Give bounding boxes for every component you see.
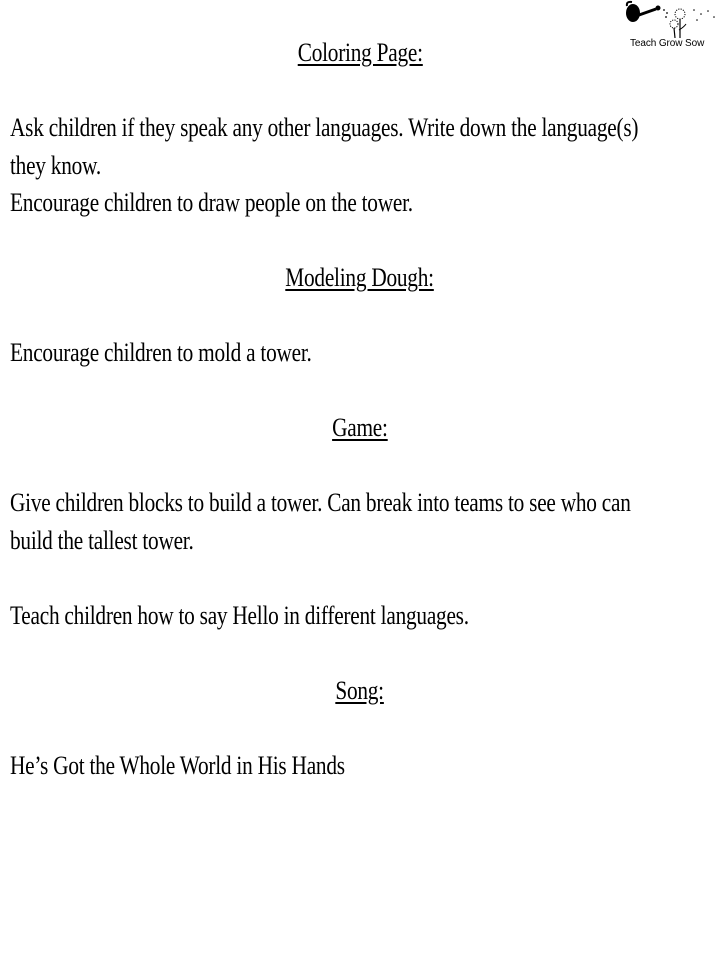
game-text-line-2: build the tallest tower. [10, 525, 194, 555]
activity-content [10, 34, 710, 784]
game-text-line-1: Give children blocks to build a tower. Can break into teams to see who can [10, 488, 631, 517]
game-text-line-3: Teach children how to say Hello in different languages. [10, 600, 469, 630]
song-text-line-1: He’s Got the Whole World in His Hands [10, 750, 345, 780]
heading-modeling-dough: Modeling Dough: [285, 263, 435, 292]
dough-text-line-1: Encourage children to mold a tower. [10, 338, 312, 367]
coloring-text-line-1: Ask children if they speak any other languages. Write down the language(s) [10, 113, 639, 142]
heading-coloring-page: Coloring Page: [297, 38, 423, 67]
heading-game: Game: [332, 413, 388, 442]
logo-text: Teach Grow Sow [630, 38, 705, 49]
heading-song: Song: [335, 675, 385, 705]
coloring-text-line-3: Encourage children to draw people on the tower. [10, 188, 413, 217]
coloring-text-line-2: they know. [10, 150, 101, 180]
